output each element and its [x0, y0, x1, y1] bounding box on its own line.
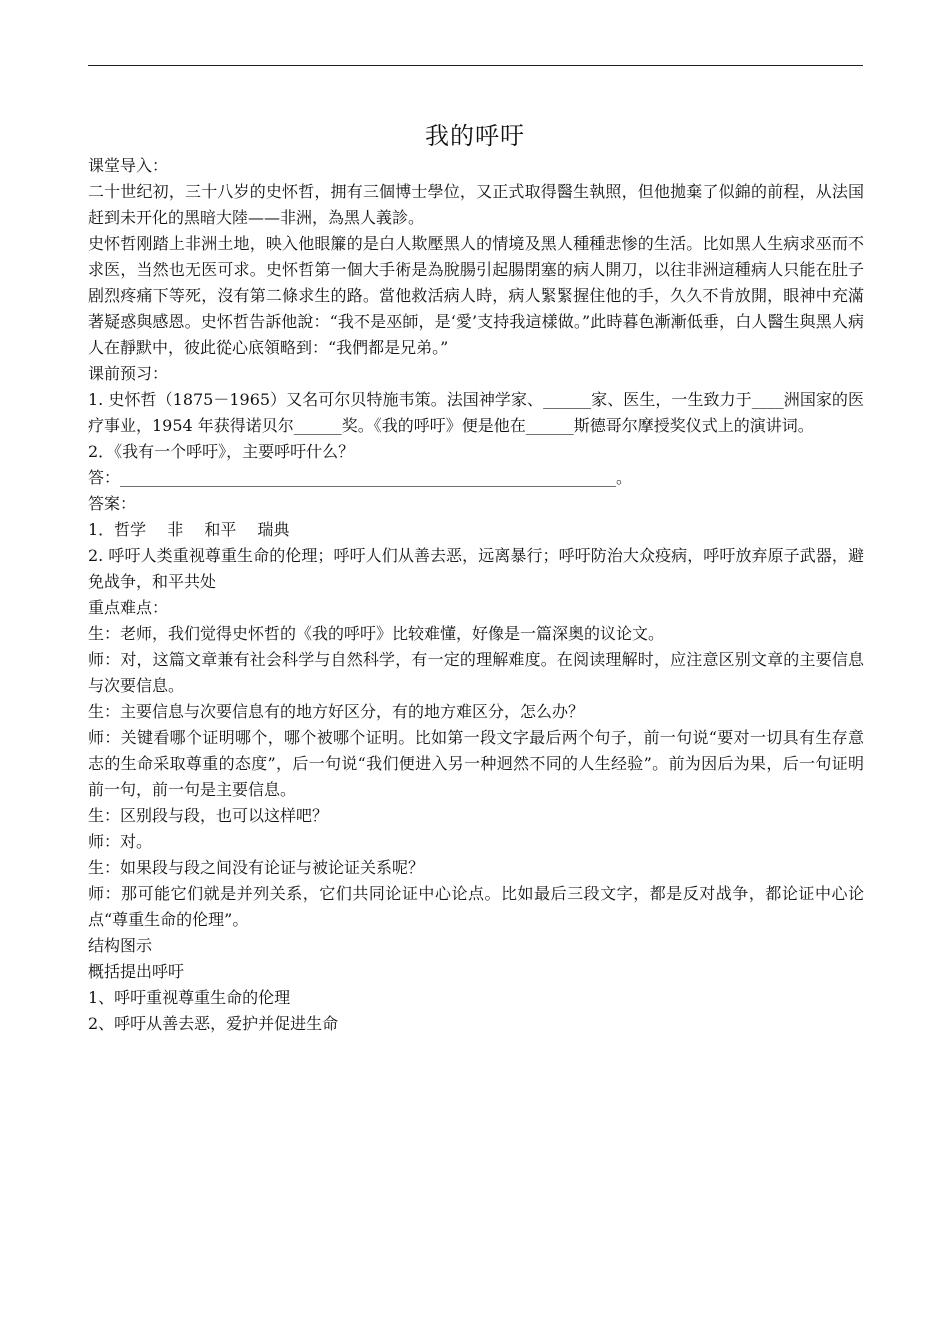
dialogue-line: 生：区别段与段，也可以这样吧？ — [88, 806, 329, 825]
section-heading-preview: 课前预习： — [88, 364, 169, 383]
preview-question-2: 2．《我有一个呼吁》，主要呼吁什么？ — [88, 442, 355, 461]
dialogue-line: 生：老师，我们觉得史怀哲的《我的呼吁》比较难懂，好像是一篇深奥的议论文。 — [88, 624, 665, 643]
dialogue-line: 师：对。 — [88, 832, 153, 851]
answer-blank-line: 答：______________________________________________________________。 — [88, 468, 633, 487]
structure-item: 1、呼吁重视尊重生命的伦理 — [88, 988, 291, 1007]
dialogue-line: 师：关键看哪个证明哪个，哪个被哪个证明。比如第一段文字最后两个句子，前一句说“要对一切具有生存意志的生命采取尊重的态度”，后一句说“我们便进入另一种迥然不同的人生经验”。前为因后为果，后一句证明前一句，前一句是主要信息。 — [88, 728, 864, 799]
structure-subheading: 概括提出呼吁 — [88, 962, 185, 981]
header-rule — [88, 65, 863, 66]
document-body — [88, 153, 864, 1037]
section-heading-intro: 课堂导入： — [88, 156, 169, 175]
section-heading-key-points: 重点难点： — [88, 598, 169, 617]
answer-2: 2. 呼吁人类重视尊重生命的伦理；呼吁人们从善去恶，远离暴行；呼吁防治大众疫病，呼吁放弃原子武器，避免战争，和平共处 — [88, 546, 864, 591]
section-heading-answers: 答案： — [88, 494, 137, 513]
dialogue-line: 师：对，这篇文章兼有社会科学与自然科学，有一定的理解难度。在阅读理解时，应注意区别文章的主要信息与次要信息。 — [88, 650, 864, 695]
page-title: 我的呼吁 — [425, 122, 525, 150]
dialogue-line: 师：那可能它们就是并列关系，它们共同论证中心论点。比如最后三段文字，都是反对战争，都论证中心论点“尊重生命的伦理”。 — [88, 884, 864, 929]
section-heading-structure: 结构图示 — [88, 936, 153, 955]
dialogue-line: 生：主要信息与次要信息有的地方好区分，有的地方难区分，怎么办？ — [88, 702, 585, 721]
dialogue-line: 生：如果段与段之间没有论证与被论证关系呢？ — [88, 858, 425, 877]
preview-question-1: 1. 史怀哲（1875－1965）又名可尔贝特施韦策。法国神学家、______家、医生，一生致力于____洲国家的医疗事业，1954 年获得诺贝尔______奖。《我的呼吁》便是他在______斯德哥尔摩授奖仪式上的演讲词。 — [88, 390, 864, 435]
answer-1: 1．哲学 非 和平 瑞典 — [88, 520, 290, 539]
intro-paragraph-2: 史怀哲刚踏上非洲土地，映入他眼簾的是白人欺壓黑人的情境及黑人種種悲惨的生活。比如黑人生病求巫而不求医，当然也无医可求。史怀哲第一個大手術是為脫腸引起腸閉塞的病人開刀，以往非洲這種病人只能在肚子剧烈疼痛下等死，沒有第二條求生的路。當他救活病人時，病人緊緊握住他的手，久久不肯放開，眼神中充滿著疑惑與感恩。史怀哲告訴他說：“我不是巫師，是‘愛’支持我這樣做。”此時暮色漸漸低垂，白人醫生與黑人病人在靜默中，彼此從心底領略到：“我們都是兄弟。” — [88, 234, 864, 357]
intro-paragraph-1: 二十世纪初，三十八岁的史怀哲，拥有三個博士學位，又正式取得醫生執照，但他拋棄了似錦的前程，从法国赶到未开化的黑暗大陸——非洲，為黑人義診。 — [88, 182, 864, 227]
structure-item: 2、呼吁从善去恶，爱护并促进生命 — [88, 1014, 339, 1033]
